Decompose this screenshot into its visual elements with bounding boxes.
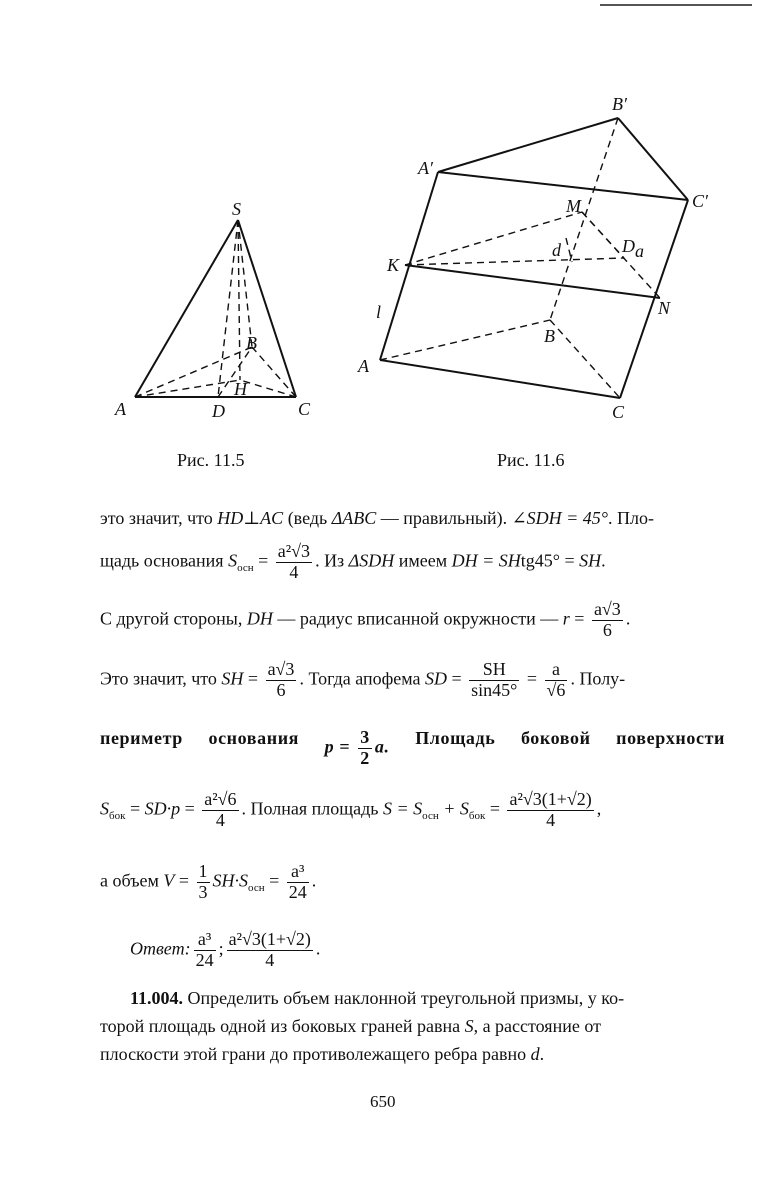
label-D: Da	[622, 236, 644, 261]
fraction: $\frac{3}{2}$	[360, 727, 370, 768]
label-K: K	[387, 255, 400, 275]
text-line-7: а объем V = $\frac{1}{3}$ $SH\cdot S_{осн}$ = $\frac{\text{a³}}{24}$ .	[100, 861, 317, 902]
label-d: d	[552, 240, 561, 260]
label-B: B	[544, 326, 555, 346]
label-H: H	[234, 379, 247, 399]
label-A: A	[115, 399, 126, 419]
fraction: $\frac{a√3}{6}$	[593, 599, 621, 640]
label-M: M	[566, 196, 581, 216]
label-l: l	[376, 302, 382, 322]
problem-line-2: торой площадь одной из боковых граней равна S, а расстояние от	[100, 1016, 601, 1036]
fraction: $\frac{\text{a²√3(1+√2)}}{4}$	[228, 929, 311, 970]
label-A1: A′	[418, 158, 433, 178]
figure-11-5	[110, 195, 330, 425]
fraction: $\frac{SH}{\sin 45^\circ}$	[471, 659, 518, 700]
fraction: $\frac{a}{√6}$	[546, 659, 566, 700]
problem-line-1: 11.004. Определить объем наклонной треугольной призмы, у ко-	[130, 988, 625, 1008]
text-line-1: это значит, что HD⊥AC (ведь ΔABC — правильный). ∠SDH = 45°. Пло-	[100, 508, 654, 528]
label-B: B	[246, 333, 257, 353]
fraction: $\frac{a√3}{6}$	[267, 659, 295, 700]
text-line-3: С другой стороны, DH — радиус вписанной окружности — r = $\frac{a√3}{6}$ .	[100, 599, 631, 640]
text-line-4: Это значит, что SH = $\frac{a√3}{6}$ . Тогда апофема SD = $\frac{SH}{\sin 45^\circ}$ = $\frac{a}{√6}$ . Полу-	[100, 659, 626, 700]
figure-caption-11-6: Рис. 11.6	[497, 450, 565, 470]
label-C: C	[612, 402, 625, 422]
figure-caption-11-5: Рис. 11.5	[177, 450, 245, 470]
label-A: A	[358, 356, 369, 376]
fraction: $\frac{\text{a²√3(1+√2)}}{4}$	[509, 789, 592, 830]
top-rule	[600, 4, 752, 6]
label-D: D	[212, 401, 225, 421]
text-line-5: периметр основания p = $\frac{3}{2}$ a. Площадь боковой поверхности	[100, 727, 725, 768]
answer-line: Ответ: $\frac{\text{a³}}{24}$ ; $\frac{\text{a²√3(1+√2)}}{4}$ .	[130, 929, 321, 970]
label-S: S	[232, 199, 241, 219]
label-N: N	[658, 298, 671, 318]
figure-11-6	[350, 90, 710, 430]
text-line-2: щадь основания $S_{осн}$ = $\frac{\text{a²√3}}{4}$ . Из ΔSDH имеем DH = SHtg45° = SH.	[100, 541, 606, 582]
text-line-6: $S_{бок} = SD\cdot p$ = $\frac{\text{a²√6}}{4}$ . Полная площадь $S = S_{осн} + S_{бок}$ = $\frac{\text{a²√3(1+√2)}}{4}$ ,	[100, 789, 602, 830]
fraction: $\frac{1}{3}$	[198, 861, 208, 902]
problem-line-3: плоскости этой грани до противолежащего ребра равно d.	[100, 1044, 545, 1064]
fraction: $\frac{\text{a²√6}}{4}$	[204, 789, 237, 830]
fraction: $\frac{\text{a²√3}}{4}$	[277, 541, 311, 582]
label-B1: B′	[612, 94, 627, 114]
fraction: $\frac{\text{a³}}{24}$	[288, 861, 307, 902]
label-C: C	[298, 399, 311, 419]
page-number: 650	[370, 1092, 396, 1111]
label-C1: C′	[692, 191, 708, 211]
fraction: $\frac{\text{a³}}{24}$	[195, 929, 214, 970]
